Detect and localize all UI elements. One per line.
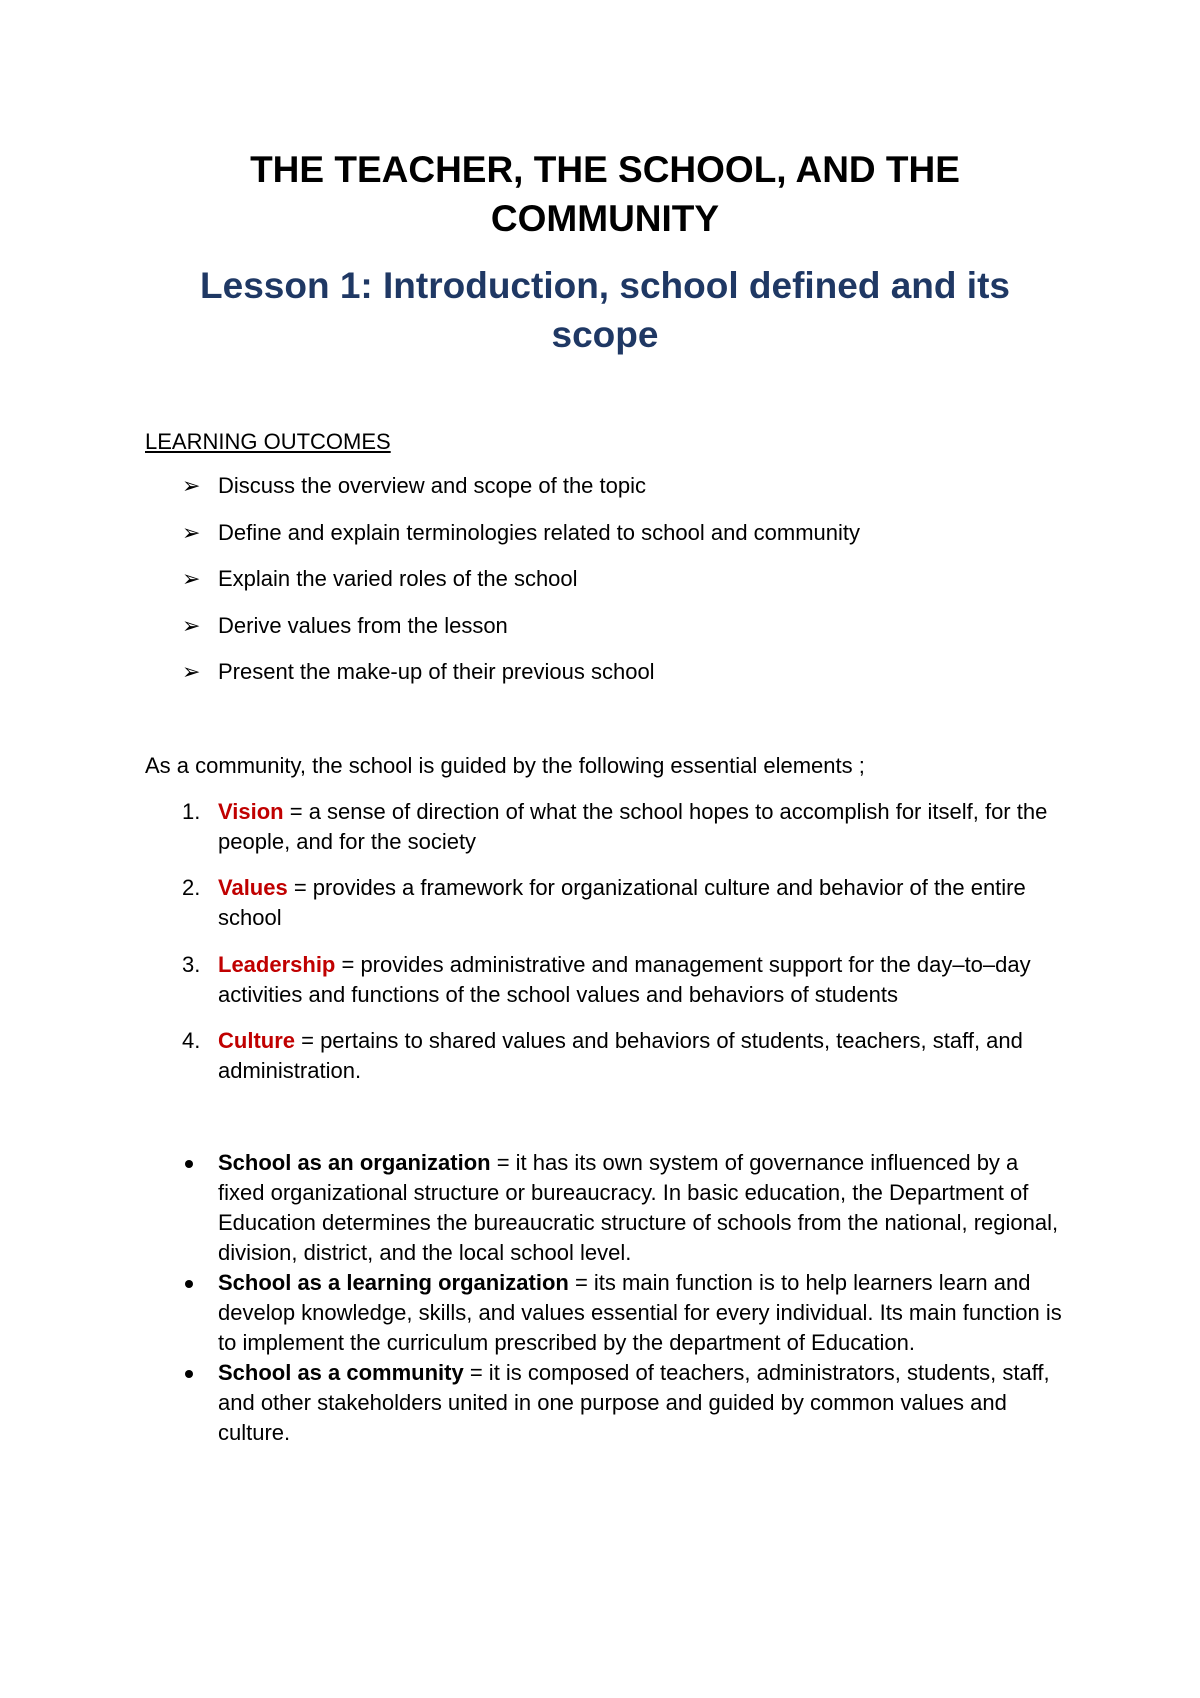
outcome-text: Present the make-up of their previous school — [218, 659, 655, 684]
element-definition: = provides a framework for organizational culture and behavior of the entire school — [218, 875, 1026, 930]
element-item-leadership — [145, 950, 1065, 1010]
bullet-dot-icon — [185, 1370, 193, 1378]
element-number: 4. — [182, 1028, 201, 1053]
outcome-item — [145, 657, 860, 704]
school-as-list — [145, 1148, 1065, 1448]
element-number: 2. — [182, 875, 201, 900]
bullet-dot-icon — [185, 1160, 193, 1168]
element-number: 3. — [182, 952, 201, 977]
school-as-definition: = it has its own system of governance influenced by a fixed organizational structure or bureaucracy. In basic education, the Department of Education determines the bureaucratic structure of schools from the national, regional, division, district, and the local school level. — [218, 1150, 1059, 1265]
arrow-bullet-icon: ➢ — [182, 473, 201, 498]
school-as-definition: = its main function is to help learners learn and develop knowledge, skills, and values essential for every individual. Its main function is to implement the curriculum prescribed by the department of Education. — [218, 1270, 1062, 1355]
element-definition: = pertains to shared values and behaviors of students, teachers, staff, and administration. — [218, 1028, 1023, 1083]
learning-outcomes-list — [145, 471, 860, 704]
element-number: 1. — [182, 799, 201, 824]
school-as-item — [145, 1148, 1065, 1268]
arrow-bullet-icon: ➢ — [182, 659, 201, 684]
element-term: Leadership — [218, 952, 336, 977]
outcome-text: Discuss the overview and scope of the topic — [218, 473, 647, 498]
element-term: Values — [218, 875, 288, 900]
element-item-culture — [145, 1026, 1065, 1086]
element-term: Vision — [218, 799, 284, 824]
element-item-vision — [145, 797, 1065, 857]
outcome-text: Define and explain terminologies related to school and community — [218, 519, 861, 545]
element-item-values — [145, 873, 1065, 933]
outcome-item — [145, 518, 860, 565]
arrow-bullet-icon: ➢ — [182, 612, 201, 638]
school-as-item — [145, 1358, 1065, 1448]
intro-paragraph: As a community, the school is guided by the following essential elements ; — [145, 753, 865, 778]
outcome-text: Explain the varied roles of the school — [218, 566, 578, 591]
bullet-dot-icon — [185, 1280, 193, 1288]
element-definition: = provides administrative and management support for the day–to–day activities and functions of the school values and behaviors of students — [218, 952, 1031, 1007]
learning-outcomes-heading: LEARNING OUTCOMES — [145, 429, 391, 454]
school-as-item — [145, 1268, 1065, 1358]
arrow-bullet-icon: ➢ — [182, 566, 201, 591]
outcome-item — [145, 471, 860, 518]
lesson-title: Lesson 1: Introduction, school defined and its scope — [200, 265, 1010, 355]
element-term: Culture — [218, 1028, 295, 1053]
outcome-text: Derive values from the lesson — [218, 612, 508, 638]
outcome-item — [145, 564, 860, 611]
school-as-term: School as an organization — [218, 1150, 491, 1175]
element-definition: = a sense of direction of what the school hopes to accomplish for itself, for the people, and for the society — [218, 799, 1048, 854]
main-title: THE TEACHER, THE SCHOOL, AND THE COMMUNITY — [250, 149, 960, 239]
school-as-term: School as a community — [218, 1360, 464, 1385]
school-as-term: School as a learning organization — [218, 1270, 569, 1295]
outcome-item — [145, 611, 860, 658]
arrow-bullet-icon: ➢ — [182, 519, 201, 545]
school-as-definition: = it is composed of teachers, administrators, students, staff, and other stakeholders united in one purpose and guided by common values and culture. — [218, 1360, 1050, 1445]
